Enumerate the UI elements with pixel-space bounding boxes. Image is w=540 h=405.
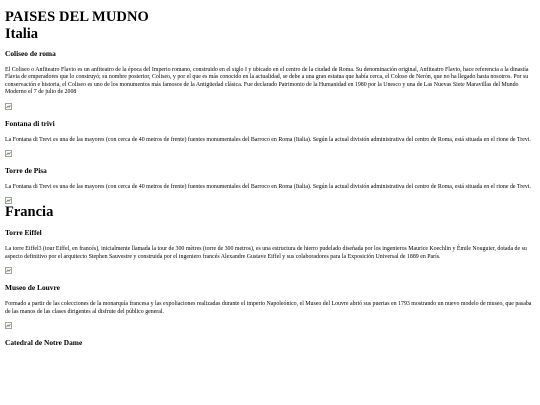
place-description: La Fontana di Trevi es una de las mayores (con cerca de 40 metros de frente) fuentes monumentales del Barroco en Roma (Italia). Según la actual división administrativa del centro de Roma, está situada en el rione de Trevi. [5,136,531,143]
broken-image-icon [5,150,12,157]
page [5,0,535,347]
place-description: La torre Eiffel3 (tour Eiffel, en francés), inicialmente llamada la tour de 300 mètres (torre de 300 metros), es una estructura de hierro pudelado diseñada por los ingenieros Maurice Koechlin y Émile Nouguier, dotada de su aspecto definitivo por el arquitecto Stephen Sauvestre y construida por el ingeniero francés Alexandre Gustave Eiffel y sus colaboradores para la Exposición Universal de 1889 en París. [5,246,527,260]
place-title: Torre de Pisa [5,166,47,176]
place-title: Torre Eiffel [5,228,42,238]
broken-image-icon [5,322,12,329]
broken-image-icon [5,197,12,204]
place-title: Museo de Louvre [5,283,60,293]
country-section-italia [5,26,535,204]
page-title: PAISES DEL MUDNO [5,9,149,25]
place-title: Fontana di trivi [5,118,55,128]
place-description: Formado a partir de las colecciones de la monarquía francesa y las expoliaciones realizadas durante el imperio Napoleónico, el Museo del Louvre abrió sus puertas en 1793 mostrando un nuevo modelo de museo, que pasaba de las manos de las clases dirigentes al disfrute del público general. [5,301,532,315]
place-title: Coliseo de roma [5,49,56,58]
broken-image-icon [5,103,12,110]
broken-image-icon [5,267,12,274]
country-heading: Italia [5,26,39,42]
country-section-francia [5,204,535,347]
place-title: Catedral de Notre Dame [5,338,83,348]
place-description: La Fontana di Trevi es una de las mayores (con cerca de 40 metros de frente) fuentes monumentales del Barroco en Roma (Italia). Según la actual división administrativa del centro de Roma, está situada en el rione de Trevi. [5,184,531,191]
country-heading: Francia [5,204,54,221]
place-description: El Coliseo o Anfiteatro Flavio es un anfiteatro de la época del Imperio romano, construido en el siglo I y ubicado en el centro de la ciudad de Roma. Su denominación original, Anfiteatro Flavio, hace referencia a la dinastía Flavia de emperadores que lo construyó; su nombre posterior, Coliseo, y por el que es más conocido en la actualidad, se debe a una gran estatua que había cerca, el Coloso de Nerón, que no ha llegado hasta nosotros. Por su conservación e historia, el Coliseo es uno de los monumentos más famosos de la Antigüedad clásica. Fue declarado Patrimonio de la Humanidad en 1980 por la Unesco y una de Las Nuevas Siete Maravillas del Mundo Moderno el 7 de julio de 2008 [5,67,529,96]
